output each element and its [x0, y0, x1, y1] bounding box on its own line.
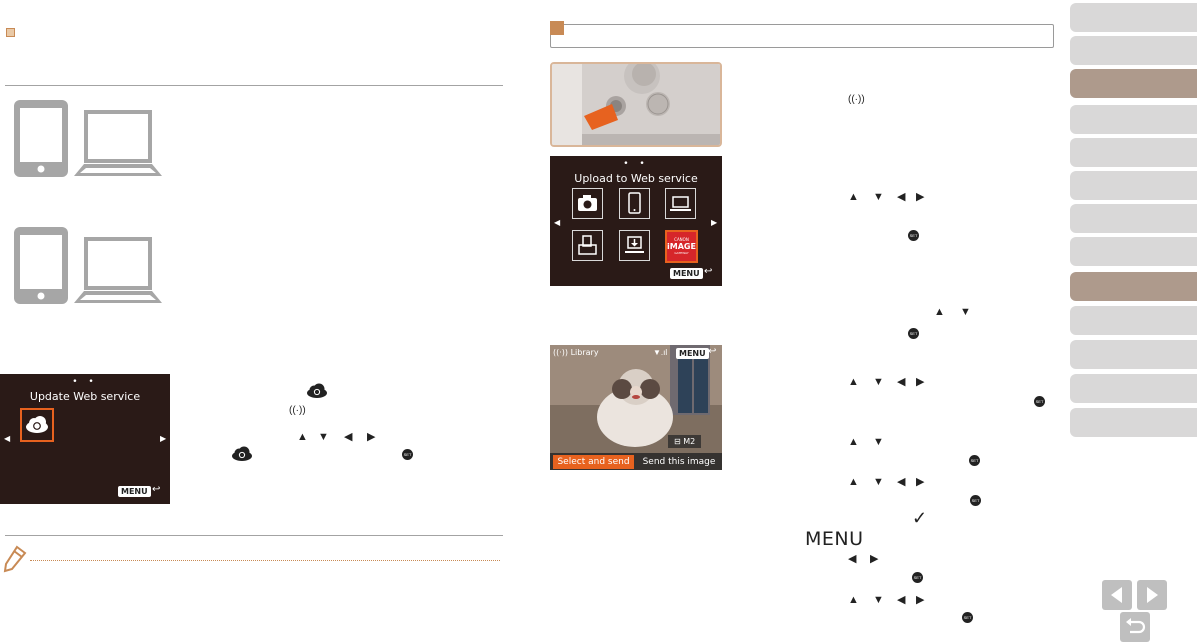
- cloud-sync-icon: [230, 446, 254, 462]
- left-arrow-icon: ◀: [897, 191, 906, 203]
- image-size-value: M2: [683, 437, 696, 446]
- right-triangle-icon: [1137, 580, 1167, 610]
- printer-icon: [573, 231, 602, 260]
- up-arrow-icon: ▲: [934, 306, 945, 318]
- back-icon[interactable]: ↩: [708, 346, 717, 357]
- return-icon: [1120, 612, 1150, 642]
- page-dots: • •: [623, 159, 649, 169]
- send-this-image-button[interactable]: Send this image: [642, 457, 716, 467]
- up-arrow-icon: ▲: [848, 594, 859, 606]
- menu-button-label: MENU: [805, 528, 864, 550]
- menu-button[interactable]: MENU: [118, 486, 151, 497]
- down-arrow-icon: ▼: [873, 191, 884, 203]
- back-icon[interactable]: ↩: [704, 266, 713, 277]
- camera-screen-update-web-service: [0, 374, 170, 504]
- chapter-tab[interactable]: [1070, 237, 1197, 266]
- left-triangle-icon: [1102, 580, 1132, 610]
- right-arrow-icon: ▶: [916, 594, 925, 606]
- chapter-tab-selected[interactable]: [1070, 69, 1197, 98]
- section-divider: [5, 535, 503, 536]
- select-and-send-button[interactable]: Select and send: [553, 455, 634, 469]
- return-button[interactable]: [1120, 612, 1150, 642]
- left-arrow-icon: ◀: [897, 476, 906, 488]
- printer-tile[interactable]: [572, 230, 603, 261]
- chapter-tab[interactable]: [1070, 36, 1197, 65]
- right-arrow-icon: ▶: [367, 431, 376, 443]
- func-set-button-icon: SET: [908, 230, 919, 241]
- canon-image-gateway-tile[interactable]: [665, 230, 698, 263]
- camera-screen-upload-web-service: [550, 156, 722, 286]
- func-set-button-icon: SET: [1034, 396, 1045, 407]
- computer-tile[interactable]: [665, 188, 696, 219]
- image-size-icon: ⊟: [674, 437, 681, 446]
- pencil-note-icon: [3, 545, 27, 573]
- chapter-tab[interactable]: [1070, 374, 1197, 403]
- func-set-button-icon: SET: [962, 612, 973, 623]
- section-header: [550, 24, 1054, 48]
- chapter-tab[interactable]: [1070, 171, 1197, 200]
- left-arrow-icon: ◀: [897, 594, 906, 606]
- left-arrow-icon: ◀: [848, 553, 857, 565]
- scroll-right-icon[interactable]: ▶: [711, 218, 718, 227]
- camera-button-photo: [550, 62, 722, 147]
- left-arrow-icon: ◀: [344, 431, 353, 443]
- down-arrow-icon: ▼: [873, 594, 884, 606]
- smartphone-laptop-icon: [14, 227, 164, 307]
- right-arrow-icon: ▶: [916, 476, 925, 488]
- smartphone-tile[interactable]: [619, 188, 650, 219]
- right-arrow-icon: ▶: [916, 376, 925, 388]
- chapter-tab[interactable]: [1070, 408, 1197, 437]
- scroll-right-icon[interactable]: ▶: [160, 434, 167, 443]
- camera-icon: [573, 189, 602, 218]
- up-arrow-icon: ▲: [848, 436, 859, 448]
- down-arrow-icon: ▼: [873, 436, 884, 448]
- wifi-button-icon: ((·)): [848, 94, 865, 105]
- camera-screen-library: [550, 345, 722, 470]
- cloud-sync-icon: [22, 410, 52, 440]
- laptop-icon: [666, 189, 695, 218]
- func-set-button-icon: SET: [969, 455, 980, 466]
- func-set-button-icon: SET: [908, 328, 919, 339]
- menu-button[interactable]: MENU: [676, 348, 709, 359]
- smartphone-laptop-icon: [14, 100, 164, 180]
- image-size-label: [668, 435, 701, 448]
- down-arrow-icon: ▼: [318, 431, 329, 443]
- chapter-tab-selected[interactable]: [1070, 272, 1197, 301]
- section-divider: [5, 85, 503, 86]
- gateway-logo: GATEWAY: [674, 251, 689, 255]
- cloud-sync-icon: [305, 383, 329, 399]
- download-tile[interactable]: [619, 230, 650, 261]
- wifi-button-icon: ((·)): [289, 405, 306, 416]
- up-arrow-icon: ▲: [848, 191, 859, 203]
- right-arrow-icon: ▶: [916, 191, 925, 203]
- chapter-tab[interactable]: [1070, 306, 1197, 335]
- chapter-tab[interactable]: [1070, 204, 1197, 233]
- screen-title: Upload to Web service: [574, 172, 698, 185]
- download-to-computer-icon: [620, 231, 649, 260]
- camera-tile[interactable]: [572, 188, 603, 219]
- chapter-tab[interactable]: [1070, 340, 1197, 369]
- page-dots: • •: [72, 377, 98, 387]
- screen-title: Update Web service: [29, 390, 141, 403]
- down-arrow-icon: ▼: [873, 376, 884, 388]
- chapter-tab[interactable]: [1070, 105, 1197, 134]
- scroll-left-icon[interactable]: ◀: [4, 434, 11, 443]
- back-icon[interactable]: ↩: [152, 484, 161, 495]
- section-header-square: [550, 21, 564, 35]
- func-set-button-icon: SET: [912, 572, 923, 583]
- library-label: Library: [570, 348, 599, 357]
- signal-icon: ▼.ıl: [653, 348, 668, 357]
- wifi-library-label: [553, 348, 599, 357]
- up-arrow-icon: ▲: [297, 431, 308, 443]
- func-set-button-icon: SET: [402, 449, 413, 460]
- left-arrow-icon: ◀: [897, 376, 906, 388]
- right-arrow-icon: ▶: [870, 553, 879, 565]
- func-set-button-icon: SET: [970, 495, 981, 506]
- note-dotted-line: [30, 560, 500, 561]
- previous-page-button[interactable]: [1102, 580, 1132, 610]
- update-tile[interactable]: [20, 408, 54, 442]
- checkmark-icon: ✓: [912, 508, 928, 528]
- up-arrow-icon: ▲: [848, 376, 859, 388]
- canon-logo: CANON: [674, 237, 689, 242]
- section-marker: [6, 28, 15, 37]
- chapter-tab[interactable]: [1070, 3, 1197, 32]
- image-logo: iMAGE: [667, 242, 696, 251]
- wifi-icon: ((·)): [553, 348, 569, 357]
- scroll-left-icon[interactable]: ◀: [554, 218, 561, 227]
- chapter-tab[interactable]: [1070, 138, 1197, 167]
- smartphone-icon: [620, 189, 649, 218]
- down-arrow-icon: ▼: [873, 476, 884, 488]
- down-arrow-icon: ▼: [960, 306, 971, 318]
- up-arrow-icon: ▲: [848, 476, 859, 488]
- next-page-button[interactable]: [1137, 580, 1167, 610]
- menu-button[interactable]: MENU: [670, 268, 703, 279]
